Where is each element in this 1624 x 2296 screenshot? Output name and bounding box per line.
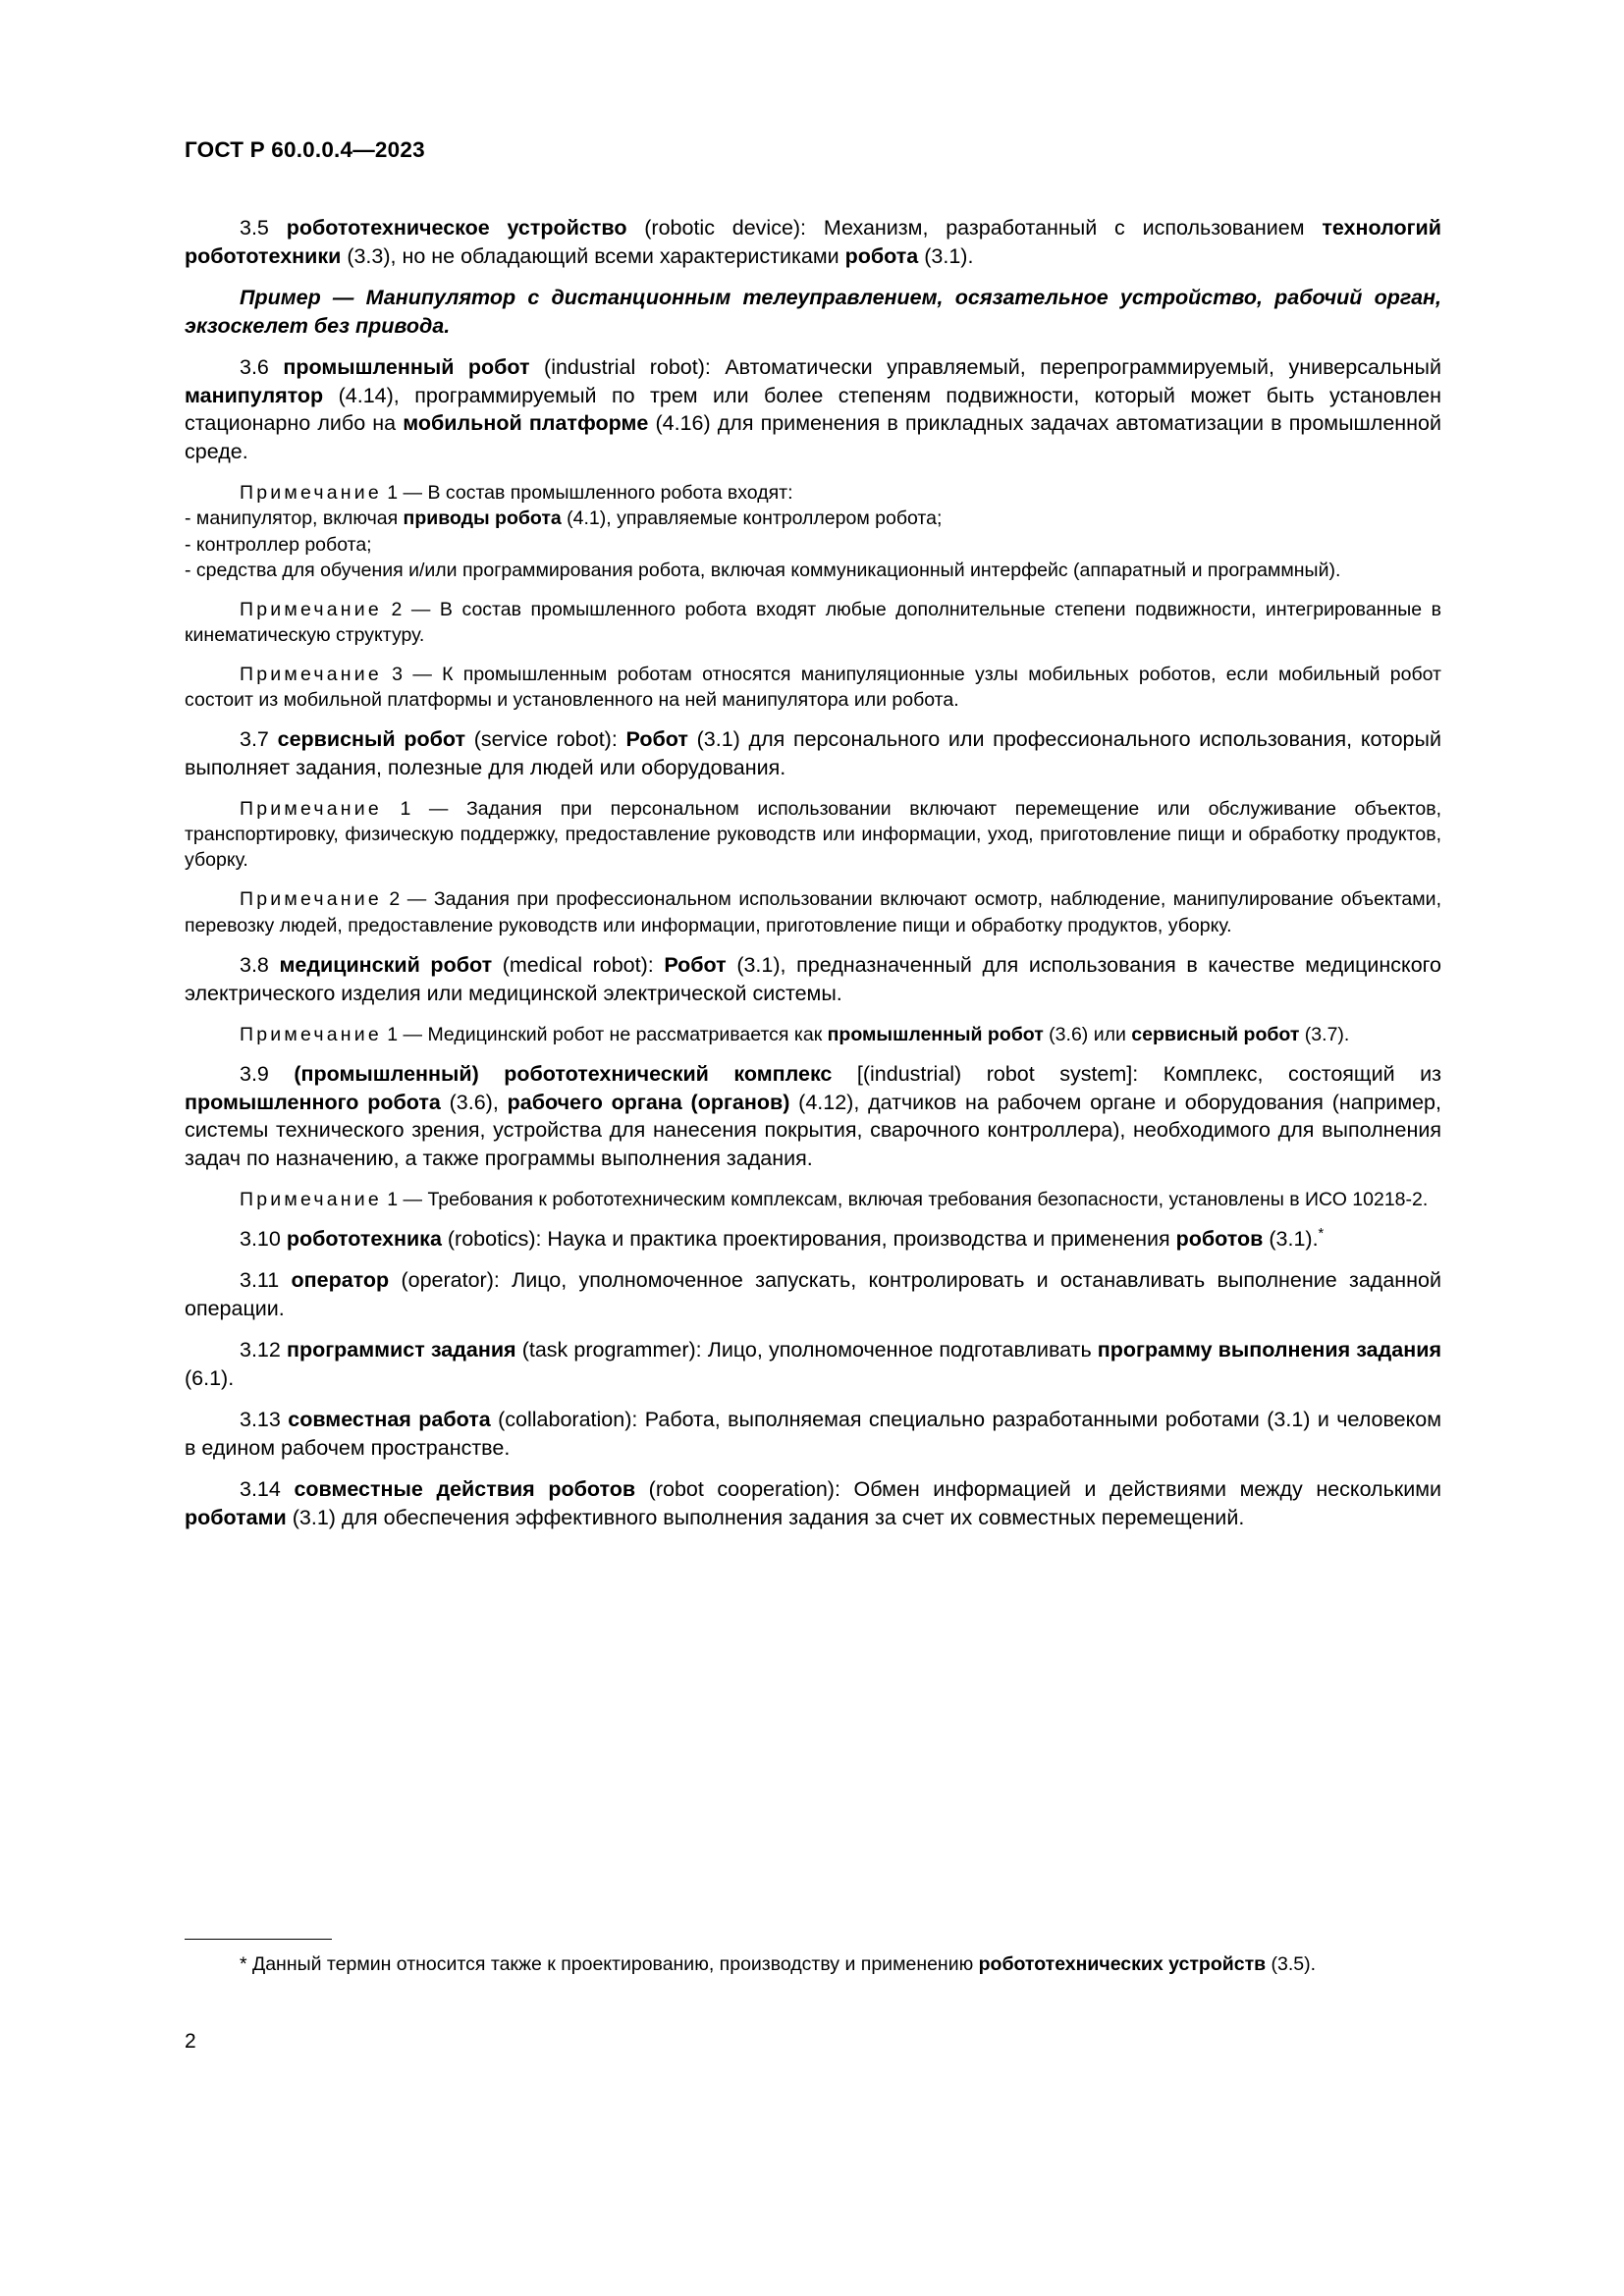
clause-3-6-note-1-item-c: - средства для обучения и/или программирования робота, включая коммуникационный интерфейс (аппаратный и программный).	[185, 559, 1341, 581]
clause-3-6-note-1-item-b: - контроллер робота;	[185, 533, 372, 556]
clause-3-11: 3.11 оператор (operator): Лицо, уполномоченное запускать, контролировать и останавливать выполнение заданной операции.	[185, 1268, 1441, 1321]
clause-3-7-note-2: Примечание 2 — Задания при профессиональном использовании включают осмотр, наблюдение, манипулирование объектами, перевозку людей, предоставление руководств или информации, приготовление пищи и обработку продуктов, уборку.	[185, 888, 1441, 936]
clause-3-8-note-1: Примечание 1 — Медицинский робот не рассматривается как промышленный робот (3.6) или сервисный робот (3.7).	[240, 1023, 1350, 1045]
clause-3-7: 3.7 сервисный робот (service robot): Робот (3.1) для персонального или профессионального использования, который выполняет задания, полезные для людей или оборудования.	[185, 727, 1441, 780]
clause-3-7-note-1: Примечание 1 — Задания при персональном использовании включают перемещение или обслуживание объектов, транспортировку, физическую поддержку, предоставление руководств или информации, уход, приготовление пищи и обработку продуктов, уборку.	[185, 798, 1441, 872]
footnote-divider	[185, 1939, 332, 1940]
clause-3-6-note-3: Примечание 3 — К промышленным роботам относятся манипуляционные узлы мобильных роботов, если мобильный робот состоит из мобильной платформы и установленного на ней манипулятора или робота.	[185, 664, 1441, 712]
clause-3-6: 3.6 промышленный робот (industrial robot): Автоматически управляемый, перепрограммируемый, универсальный манипулятор (4.14), программируемый по трем или более степеням подвижности, который может быть установлен стационарно либо на мобильной платформе (4.16) для применения в прикладных задачах автоматизации в промышленной среде.	[185, 354, 1441, 464]
clause-3-13: 3.13 совместная работа (collaboration): Работа, выполняемая специально разработанными роботами (3.1) и человеком в едином рабочем пространстве.	[185, 1407, 1441, 1460]
document-standard-header: ГОСТ Р 60.0.0.4—2023	[185, 137, 425, 162]
clause-3-5: 3.5 робототехническое устройство (robotic device): Механизм, разработанный с использованием технологий робототехники (3.3), но не обладающий всеми характеристиками робота (3.1).	[185, 216, 1441, 268]
clause-3-14: 3.14 совместные действия роботов (robot cooperation): Обмен информацией и действиями между несколькими роботами (3.1) для обеспечения эффективного выполнения задания за счет их совместных перемещений.	[185, 1476, 1442, 1529]
clause-3-12: 3.12 программист задания (task programmer): Лицо, уполномоченное подготавливать программу выполнения задания (6.1).	[185, 1338, 1441, 1390]
clause-3-6-note-1: Примечание 1 — В состав промышленного робота входят:	[240, 482, 793, 505]
clause-3-10: 3.10 робототехника (robotics): Наука и практика проектирования, производства и применения роботов (3.1).*	[240, 1226, 1325, 1252]
clause-3-9-note-1: Примечание 1 — Требования к робототехническим комплексам, включая требования безопасности, установлены в ИСО 10218-2.	[240, 1189, 1429, 1211]
clause-3-8: 3.8 медицинский робот (medical robot): Робот (3.1), предназначенный для использования в качестве медицинского электрического изделия или медицинской электрической системы.	[185, 952, 1441, 1005]
clause-3-6-note-1-item-a: - манипулятор, включая приводы робота (4.1), управляемые контроллером робота;	[185, 507, 943, 530]
page-content	[185, 137, 1441, 1532]
clause-3-9: 3.9 (промышленный) робототехнический комплекс [(industrial) robot system]: Комплекс, состоящий из промышленного робота (3.6), рабочего органа (органов) (4.12), датчиков на рабочем органе и оборудования (например, системы технического зрения, устройства для нанесения покрытия, сварочного контроллера), необходимого для выполнения задач по назначению, а также программы выполнения задания.	[185, 1061, 1441, 1171]
clause-3-6-note-2: Примечание 2 — В состав промышленного робота входят любые дополнительные степени подвижности, интегрированные в кинематическую структуру.	[185, 598, 1441, 646]
clause-3-5-example: Пример — Манипулятор с дистанционным телеуправлением, осязательное устройство, рабочий орган, экзоскелет без привода.	[185, 285, 1441, 338]
footnote-text: * Данный термин относится также к проектированию, производству и применению робототехнических устройств (3.5).	[240, 1953, 1317, 1975]
page-number: 2	[185, 2030, 196, 2053]
footnote-section	[185, 1939, 1441, 1977]
